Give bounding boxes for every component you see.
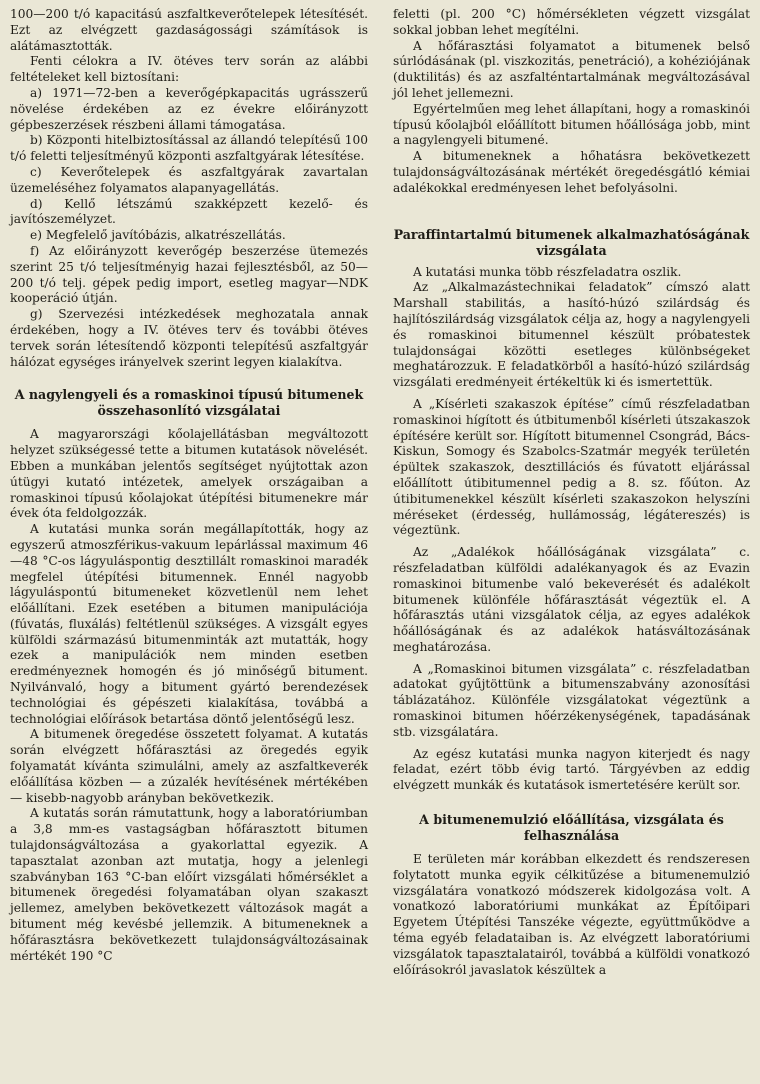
left-column	[10, 7, 368, 964]
list-item: g) Szervezési intézkedések meghozatala annak érdekében, hogy a IV. ötéves terv és további ötéves tervek során létesítendő központi telepítésű aszfaltgyár hálózat egységes irányelvek szerint legyen kialakítva.	[10, 307, 368, 369]
list-item: d) Kellő létszámú szakképzett kezelő- és javítószemélyzet.	[10, 196, 368, 227]
paragraph: feletti (pl. 200 °C) hőmérsékleten végzett vizsgálat sokkal jobban lehet megítélni.	[393, 7, 750, 37]
list-item: c) Keverőtelepek és aszfaltgyárak zavartalan üzemeléséhez folyamatos alapanyagellátás.	[10, 164, 368, 195]
list-item: b) Központi hitelbiztosítással az állandó telepítésű 100 t/ó feletti teljesítményű központi aszfaltgyárak létesítése.	[10, 133, 368, 164]
paragraph: E területen már korábban elkezdett és rendszeresen folytatott munka egyik célkitűzése a bitumenemulzió vizsgálatára vonatkozó módszerek kidolgozása volt. A vonatkozó laboratóriumi munkákat az Építőipari Egyetem Útépítési Tanszéke végezte, együttműködve a téma egyéb feladataiban is. Az elvégzett laboratóriumi vizsgálatok tapasztalatairól, továbbá a külföldi vonatkozó előírásokról javaslatok készültek a	[393, 852, 750, 977]
paragraph: Az „Adalékok hőállóságának vizsgálata” c. részfeladatban külföldi adalékanyagok és az Evazin romaskinoi bitumenbe való bekeverését és adalékolt bitumenek különféle hőfárasztását végeztük el. A hőfárasztás utáni vizsgálatok célja, az egyes adalékok hőállóságának és az adalékok hatásváltozásának meghatározása.	[393, 545, 750, 654]
section-heading: A nagylengyeli és a romaskinoi típusú bitumenek összehasonlító vizsgálatai	[14, 387, 364, 419]
list-item: f) Az előirányzott keverőgép beszerzése ütemezés szerint 25 t/ó teljesítményig hazai fejlesztésből, az 50—200 t/ó telj. gépek pedig import, esetleg magyar—NDK kooperáció útján.	[10, 243, 368, 306]
paragraph: Az „Alkalmazástechnikai feladatok” címszó alatt Marshall stabilitás, a hasító-húzó szilárdság és hajlítószilárdság vizsgálatok célja az, hogy a nagylengyeli és romaskinoi bitumennel készült próbatestek tulajdonságai közötti esetleges különbségeket meghatározzuk. E feladatkörből a hasító-húzó szilárdság vizsgálati eredményeit értékeltük ki és ismertettük.	[393, 280, 750, 390]
paragraph: Fenti célokra a IV. ötéves terv során az alábbi feltételeket kell biztosítani:	[10, 54, 368, 85]
paragraph: A hőfárasztási folyamatot a bitumenek belső súrlódásának (pl. viszkozitás, penetráció), a kohéziójának (duktilitás) és az aszfalténtartalmának megváltozásával jól lehet jellemezni.	[393, 38, 750, 100]
paragraph: A magyarországi kőolajellátásban megváltozott helyzet szükségessé tette a bitumen kutatások növelését. Ebben a munkában jelentős segítséget nyújtottak azon útügyi kutató intézetek, amelyek országaiban a romaskinoi típusú kőolajokat útépítési bitumenekre már évek óta feldolgozzák.	[10, 427, 368, 521]
paragraph: A bitumenek öregedése összetett folyamat. A kutatás során elvégzett hőfárasztási az öregedés egyik folyamatát kívánta szimulálni, amely az aszfaltkeverék előállítása közben — a zúzalék hevítésének mértékében — kisebb-nagyobb arányban bekövetkezik.	[10, 727, 368, 805]
paragraph: 100—200 t/ó kapacitású aszfaltkeverőtelepek létesítését. Ezt az elvégzett gazdaságossági számítások is alátámasztották.	[10, 7, 368, 53]
paragraph: A kutatás során rámutattunk, hogy a laboratóriumban a 3,8 mm-es vastagságban hőfárasztott bitumen tulajdonságváltozása a gyakorlattal egyezik. A tapasztalat azonban azt mutatja, hogy a jelenlegi szabványban 163 °C-ban előírt vizsgálati hőmérséklet a bitumenek öregedési folyamatában olyan szakaszt jellemez, amelyben bekövetkezett változások magát a bitument még kevésbé jellemzik. A bitumeneknek a hőfárasztásra bekövetkezett tulajdonságváltozásainak mértékét 190 °C	[10, 806, 368, 963]
section-heading: Paraffintartalmú bitumenek alkalmazhatóságának vizsgálata	[393, 226, 750, 258]
list-item: a) 1971—72-ben a keverőgépkapacitás ugrásszerű növelése érdekében az ez évekre előirányzott gépbeszerzések részbeni állami támogatása.	[10, 85, 368, 132]
list-item: e) Megfelelő javítóbázis, alkatrészellátás.	[30, 228, 286, 243]
paragraph: Az egész kutatási munka nagyon kiterjedt és nagy feladat, ezért több évig tartó. Tárgyévben az eddig elvégzett munkák és kutatások ismertetésére került sor.	[393, 746, 750, 793]
paragraph: Egyértelműen meg lehet állapítani, hogy a romaskinói típusú kőolajból előállított bitumen hőállósága jobb, mint a nagylengyeli bitumené.	[393, 101, 750, 148]
paragraph: A kutatási munka több részfeladatra oszlik.	[413, 264, 682, 279]
paragraph: A kutatási munka során megállapították, hogy az egyszerű atmoszférikus-vakuum lepárlással maximum 46—48 °C-os lágyuláspontig desztillált romaskinoi maradék megfelel útépítési bitumennek. Ennél nagyobb lágyuláspontú bitumeneket közvetlenül nem lehet előállítani. Ezek esetében a bitumen manipulációja (fúvatás, fluxálás) feltétlenül szükséges. A vizsgált egyes külföldi származású bitumenminták azt mutatták, hogy ezek a manipulációk nem minden esetben eredményeznek homogén és jó minőségű bitument. Nyilvánvaló, hogy a bitument gyártó berendezések technológiai és gépészeti kialakítása, továbbá a technológiai előírások betartása döntő jelentőségű lesz.	[10, 522, 368, 726]
paragraph: A „Kísérleti szakaszok építése” című részfeladatban romaskinoi hígított és útbitumenből kísérleti útszakaszok építésére került sor. Hígított bitumennel Csongrád, Bács-Kiskun, Somogy és Szabolcs-Szatmár megyék területén épültek szakaszok, desztillációs és fúvatott eljárással előállított útibitumennel pedig a 8. sz. főúton. Az útibitumenekkel készült kísérleti szakaszokon helyszíni méréseket (érdesség, hullámosság, légátereszés) is végeztünk.	[393, 396, 750, 538]
section-heading: A bitumenemulzió előállítása, vizsgálata és felhasználása	[419, 812, 724, 844]
paragraph: A bitumeneknek a hőhatásra bekövetkezett tulajdonságváltozásának mértékét öregedésgátló kémiai adalékokkal eredményesen lehet befolyásolni.	[393, 149, 750, 195]
paragraph: A „Romaskinoi bitumen vizsgálata” c. részfeladatban adatokat gyűjtöttünk a bitumenszabvány azonosítási táblázatához. Különféle vizsgálatokat végeztünk a romaskinoi bitumen hőérzékenységének, tapadásának stb. vizsgálatára.	[393, 661, 750, 739]
right-column	[393, 7, 750, 978]
